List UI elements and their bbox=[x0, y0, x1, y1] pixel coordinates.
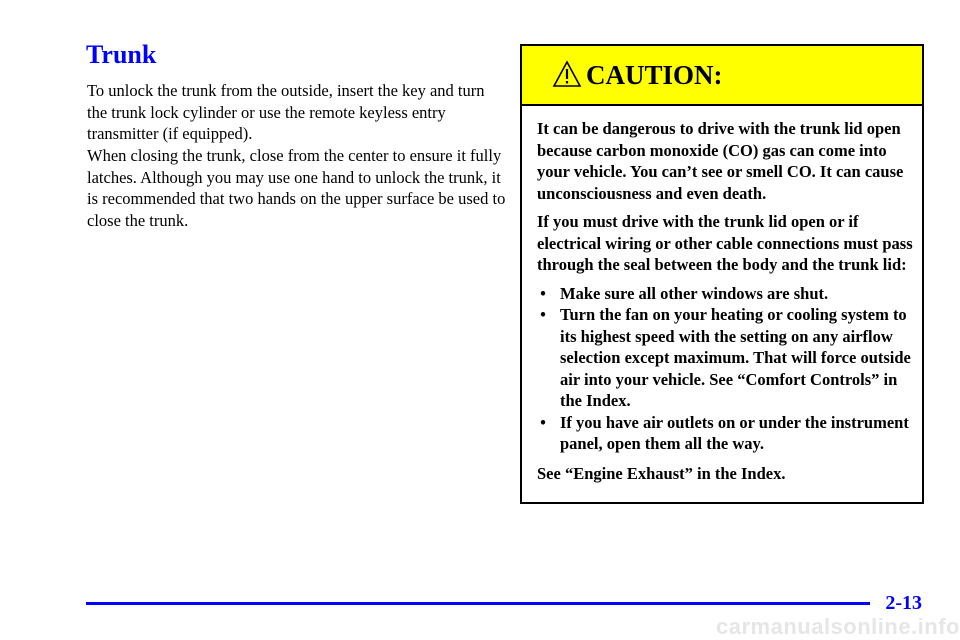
list-item-text: Make sure all other windows are shut. bbox=[560, 283, 829, 303]
page-number: 2-13 bbox=[885, 592, 922, 614]
caution-paragraph: It can be dangerous to drive with the trunk lid open because carbon monoxide (CO) gas can come into your vehicle. You can’t see or smell CO. It can cause unconsciousness and even death. bbox=[537, 119, 904, 203]
list-item bbox=[537, 412, 915, 455]
warning-triangle-icon bbox=[552, 60, 582, 88]
list-item-text: If you have air outlets on or under the instrument panel, open them all the way. bbox=[560, 412, 909, 453]
list-item-text: Turn the fan on your heating or cooling system to its highest speed with the setting on any airflow selection except maximum. That will force outside air into your vehicle. See “Comfort Controls” in the Index. bbox=[560, 305, 911, 410]
caution-body bbox=[537, 118, 915, 491]
bullet-icon: • bbox=[540, 305, 546, 324]
footer-rule bbox=[86, 602, 870, 605]
watermark: carmanualsonline.info bbox=[716, 614, 960, 639]
bullet-icon: • bbox=[540, 412, 546, 432]
section-title: Trunk bbox=[86, 40, 157, 69]
body-paragraph: To unlock the trunk from the outside, insert the key and turn the trunk lock cylinder or use the remote keyless entry transmitter (if equipped). bbox=[87, 81, 485, 143]
bullet-icon: • bbox=[540, 283, 546, 303]
body-paragraph: When closing the trunk, close from the center to ensure it fully latches. Although you may use one hand to unlock the trunk, it is recommended that two hands on the upper surface be used to close the trunk. bbox=[87, 146, 506, 230]
caution-box bbox=[520, 44, 924, 504]
caution-bullet-list bbox=[537, 283, 915, 455]
caution-header bbox=[522, 46, 922, 106]
caution-closing: See “Engine Exhaust” in the Index. bbox=[537, 463, 786, 483]
list-item bbox=[537, 304, 915, 412]
caution-title: CAUTION: bbox=[586, 60, 723, 90]
list-item bbox=[537, 283, 915, 305]
caution-paragraph: If you must drive with the trunk lid open or if electrical wiring or other cable connections must pass through the seal between the body and the trunk lid: bbox=[537, 212, 913, 274]
